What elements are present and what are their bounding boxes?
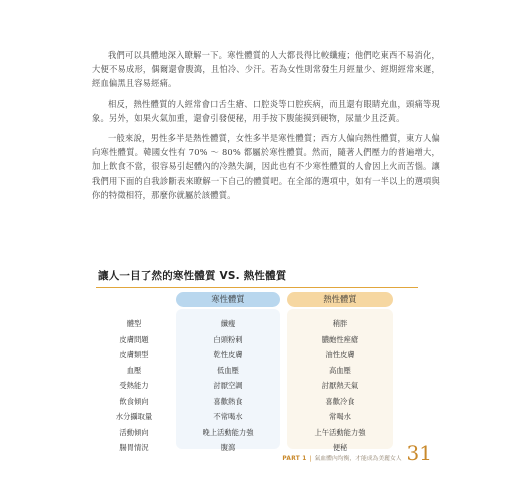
attribute-label: 血壓 — [126, 365, 142, 375]
cold-value: 白頭粉刺 — [213, 334, 243, 344]
cold-value: 低血壓 — [217, 365, 239, 375]
cold-value: 不常喝水 — [213, 412, 243, 421]
hot-value: 上午活動能力強 — [314, 427, 366, 437]
attribute-label: 水分攝取量 — [115, 412, 153, 421]
hot-value: 常喝水 — [329, 412, 351, 421]
page-footer — [282, 441, 432, 465]
hot-value: 膿皰性痤瘡 — [321, 334, 359, 344]
cold-value: 喜歡熱食 — [213, 396, 243, 406]
paragraph: 我們可以具體地深入瞭解一下。寒性體質的人大都長得比較纖瘦；他們吃東西不易消化，大便不易成形，偶爾還會腹瀉，且怕冷、少汗。若為女性則常發生月經量少、經期經常來遲，經血偏黑且容易經痛。 — [92, 50, 440, 89]
cold-value: 腹瀉 — [220, 443, 236, 452]
table-row — [96, 425, 426, 441]
footer-separator: | — [309, 456, 312, 462]
comparison-table — [96, 316, 426, 456]
table-row — [96, 316, 426, 332]
hot-value: 稍胖 — [332, 319, 348, 328]
paragraph: 相反，熱性體質的人經常會口舌生瘡、口腔炎等口腔疾病，而且還有眼睛充血，頭痛等現象。另外，如果火氣加重，還會引發便秘，用手按下腹能摸到硬物，尿量少且泛黃。 — [92, 98, 440, 123]
cold-constitution-header: 寒性體質 — [176, 292, 280, 307]
table-row — [96, 363, 426, 379]
hot-constitution-header: 熱性體質 — [287, 292, 393, 307]
table-row — [96, 409, 426, 425]
table-title: 讓人一目了然的寒性體質 VS. 熱性體質 — [98, 270, 287, 282]
table-row — [96, 378, 426, 394]
part-label: PART 1 — [282, 456, 307, 462]
hot-value: 討厭熱天氣 — [321, 381, 359, 390]
cold-value: 纖瘦 — [220, 319, 236, 328]
paragraph: 一般來說，男性多半是熱性體質，女性多半是寒性體質；西方人偏向熱性體質，東方人偏向寒性體質。韓國女性有 70% ～ 80% 都屬於寒性體質。然而，隨著人們壓力的普遍增大，加上飲食不當，很容易引起體內的冷熱失調，因此也有不少寒性體質的人會因上火而苦惱。讓我們用下面的自我診斷表來瞭解一下自己的體質吧。在全部的選項中，如有一半以上的選項與你的特徵相符，那麼你就屬於該體質。 — [92, 133, 440, 200]
body-text — [92, 48, 440, 208]
hot-value: 喜歡冷食 — [325, 396, 355, 406]
table-row — [96, 394, 426, 410]
table-row — [96, 332, 426, 348]
attribute-label: 皮膚問題 — [119, 334, 149, 344]
chapter-title: 氣血體內均衡，才能成為美麗女人 — [314, 456, 402, 462]
attribute-label: 受熱能力 — [119, 381, 149, 390]
attribute-label: 飲食傾向 — [119, 396, 149, 406]
hot-value: 便秘 — [332, 443, 348, 452]
cold-value: 晚上活動能力強 — [202, 427, 254, 437]
attribute-label: 腸胃情況 — [119, 443, 149, 452]
hot-value: 高血壓 — [329, 365, 351, 375]
table-row — [96, 347, 426, 363]
page-number: 31 — [406, 441, 432, 465]
cold-value: 討厭空調 — [213, 381, 243, 390]
cold-value: 乾性皮膚 — [213, 350, 243, 359]
title-divider — [96, 287, 418, 288]
attribute-label: 皮膚類型 — [119, 350, 149, 359]
attribute-label: 活動傾向 — [119, 427, 149, 437]
hot-value: 油性皮膚 — [325, 350, 355, 359]
attribute-label: 體型 — [126, 319, 142, 328]
